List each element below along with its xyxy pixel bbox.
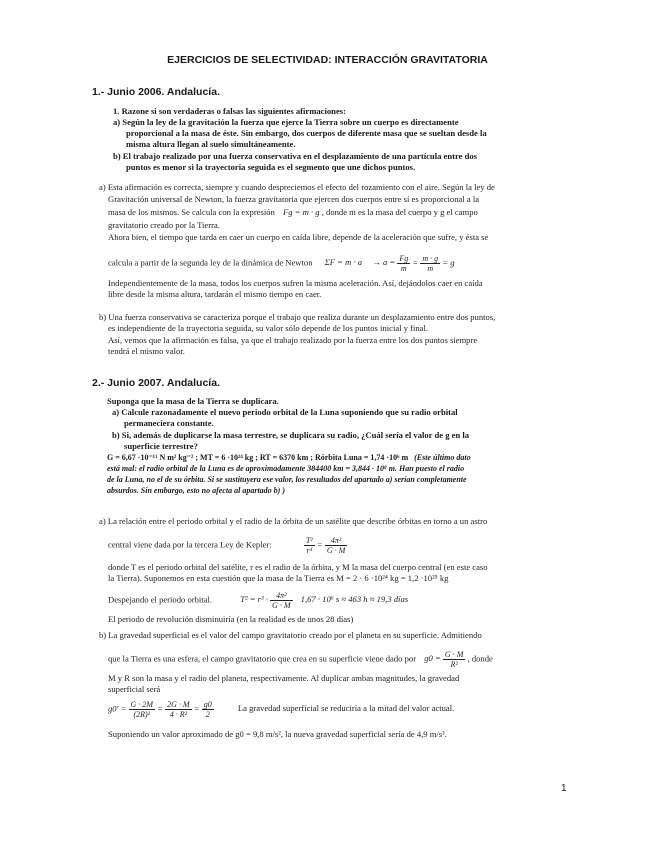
- acceleration-arrow: → a =: [372, 257, 396, 268]
- new-gravity-fraction-1: $\frac{G \cdot 2M}{\text{(2R)²}}$: [130, 700, 153, 719]
- acceleration-result: = g: [442, 257, 455, 268]
- s2-question-intro: Suponga que la masa de la Tierra se duplicara.: [107, 396, 279, 406]
- period-equation: T² = r³ ·: [240, 594, 268, 605]
- s1-question-a-line1: a) Según la ley de la gravitación la fuerza que ejerce la Tierra sobre un cuerpo es directamente: [113, 117, 459, 127]
- s1-answer-b-line4: tendrá el mismo valor.: [108, 346, 185, 356]
- s2-answer-b-line4: superficial será: [108, 684, 161, 694]
- kepler-rhs: $\frac{\text{4π²}}{G \cdot M}$: [326, 536, 346, 555]
- s2-note-line1: (Este último dato: [414, 453, 471, 462]
- new-gravity-fraction-3: $\frac{g0}{2}$: [203, 700, 212, 719]
- s1-answer-a-line3-text: masa de los mismos. Se calcula con la expresión: [108, 207, 275, 217]
- s2-answer-a-line1: a) La relación entre el periodo orbital y el radio de la órbita de un satélite que describe órbitas en torno a un astro: [99, 516, 488, 526]
- s2-answer-a-line5: [108, 591, 408, 610]
- page-number: 1: [561, 783, 567, 794]
- s1-question-b-line2: puntos es menor si la trayectoria seguida es el segmento que une dichos puntos.: [126, 162, 416, 172]
- s1-answer-a-line2: Gravitación universal de Newton, la fuerza gravitatoria que ejercen dos cuerpos entre sí es proporcional a la: [108, 194, 480, 204]
- surface-gravity-fraction: $\frac{G \cdot M}{\text{R²}}$: [444, 650, 464, 669]
- s2-answer-a-line2: [108, 536, 347, 555]
- s1-question-b-line1: b) El trabajo realizado por una fuerza conservativa en el desplazamiento de una partícula entre dos: [113, 151, 478, 161]
- s2-answer-b-line1: b) La gravedad superficial es el valor del campo gravitatorio creado por el planeta en su superficie. Admitiendo: [99, 630, 482, 640]
- s2-answer-a-line3: donde T es el periodo orbital del satélite, r es el radio de la órbita, y M la masa del cuerpo central (en este caso: [108, 562, 488, 572]
- s2-question-b-line1: b) Si, además de duplicarse la masa terrestre, se duplicara su radio, ¿Cuál sería el valor de g en la: [112, 430, 470, 440]
- s2-note-line3: de la Luna, no el de su órbita. Si se sustituyera ese valor, los resultados del apartado a) serían completamente: [107, 475, 467, 484]
- fraction-mg-over-m: $\frac{m \cdot g}{m}$: [422, 254, 439, 273]
- s1-question-intro: 1. Razone si son verdaderas o falsas las siguientes afirmaciones:: [113, 106, 346, 116]
- s2-question-b-line2: superficie terrestre?: [124, 441, 198, 451]
- s2-given-data: G = 6,67 ·10⁻¹¹ N m² kg⁻² ; MT = 6 ·10²⁴ kg ; RT = 6370 km ; Rórbita Luna = 1,74 ·10⁶ m: [107, 453, 409, 462]
- fraction-fg-over-m: $\frac{Fg}{m}$: [399, 254, 409, 273]
- s2-answer-b-line6: Suponiendo un valor aproximado de g0 = 9,8 m/s², la nueva gravedad superficial sería de 4,9 m/s².: [108, 729, 447, 739]
- s2-note-line4: absurdos. Sin embargo, esto no afecta al apartado b) ): [107, 486, 286, 495]
- s1-answer-a-line4: gravitatorio creado por la Tierra.: [108, 220, 220, 230]
- s1-question-a-line3: misma altura llegan al suelo simultáneamente.: [126, 139, 296, 149]
- period-result: 1,67 · 10⁶ s ≈ 463 h ≈ 19,3 días: [300, 594, 409, 605]
- s1-question-a-line2: proporcional a la masa de éste. Sin embargo, dos cuerpos de diferente masa que se sueltan desde la: [126, 128, 487, 138]
- s1-answer-a-line3: [108, 207, 478, 219]
- kepler-lhs: $\frac{\text{T²}}{\text{r³}}$: [305, 536, 313, 555]
- s1-answer-a-line8: libre desde la misma altura, tardarán el mismo tiempo en caer.: [108, 289, 322, 299]
- new-gravity-label: g0' =: [108, 703, 127, 714]
- period-fraction: $\frac{\text{4π²}}{G \cdot M}$: [272, 591, 291, 610]
- s1-answer-a-line7: Independientemente de la masa, todos los cuerpos sufren la misma aceleración. Así, dejándolos caer en caída: [108, 278, 483, 288]
- s2-note-line2: está mal: el radio orbital de la Luna es de aproximadamente 384400 km = 3,844 · 10⁸ m. Han puesto el radio: [107, 464, 465, 473]
- s1-answer-a-line5: Ahora bien, el tiempo que tarda en caer un cuerpo en caída libre, depende de la aceleración que sufre, y ésta se: [108, 232, 489, 242]
- s2-answer-b-line5: g0' = $\frac{G \cdot 2M}{\text{(2R)²}}$ = $\frac{2G \cdot M}{\text{4 · R²}}$ = $\frac{g0}{2}$ La gravedad superficial se reduciría a la mitad del valor actual.: [108, 700, 455, 719]
- s2-answer-b-line2-text: que la Tierra es una esfera, el campo gravitatorio que crea en su superficie viene dado por: [108, 653, 417, 664]
- s1-answer-b-line1: b) Una fuerza conservativa se caracteriza porque el trabajo que realiza durante un desplazamiento entre dos puntos,: [99, 312, 496, 322]
- s2-answer-b-line3: M y R son la masa y el radio del planeta, respectivamente. Al duplicar ambas magnitudes, la gravedad: [108, 673, 460, 683]
- s1-answer-b-line3: Así, vemos que la afirmación es falsa, ya que el trabajo realizado por la fuerza entre los dos puntos siempre: [108, 335, 478, 345]
- s1-answer-a-line1: a) Esta afirmación es correcta, siempre y cuando despreciemos el efecto del rozamiento con el aire. Según la ley de: [99, 182, 495, 192]
- s2-answer-b-line2-end: , donde: [467, 653, 493, 664]
- kepler-equals: =: [316, 539, 323, 550]
- s2-answer-a-line2-text: central viene dada por la tercera Ley de Kepler:: [108, 539, 272, 550]
- section-2-heading: 2.- Junio 2007. Andalucía.: [92, 377, 220, 389]
- s2-question-data: [107, 453, 471, 464]
- s1-answer-a-line6: calcula a partir de la segunda ley de la dinámica de Newton ΣF = m · a → a = $\frac{Fg}{m}$ = $\frac{m \cdot g}{m}$ = g: [108, 254, 455, 273]
- page-title: EJERCICIOS DE SELECTIVIDAD: INTERACCIÓN GRAVITATORIA: [167, 54, 488, 66]
- s2-answer-a-line4: la Tierra). Suponemos en esta cuestión que la masa de la Tierra es M = 2 · 6 ·10²⁴ kg = 1,2 ·10²⁵ kg: [108, 573, 449, 583]
- weight-formula: Fg = m · g: [282, 207, 320, 217]
- s2-answer-b-conclusion: La gravedad superficial se reduciría a la mitad del valor actual.: [237, 703, 455, 714]
- newton-second-law: ΣF = m · a: [324, 257, 363, 268]
- s1-answer-a-line6-text: calcula a partir de la segunda ley de la dinámica de Newton: [108, 257, 313, 268]
- s2-answer-a-line5-text: Despejando el periodo orbital.: [108, 594, 213, 605]
- new-gravity-fraction-2: $\frac{2G \cdot M}{\text{4 · R²}}$: [167, 700, 190, 719]
- surface-gravity-label: g0 =: [424, 653, 441, 664]
- s2-answer-a-line6: El periodo de revolución disminuiría (en la realidad es de unos 28 días): [108, 614, 354, 624]
- s2-question-a-line1: a) Calcule razonadamente el nuevo periodo orbital de la Luna suponiendo que su radio orbital: [112, 407, 458, 417]
- s2-answer-b-line2: [108, 650, 493, 669]
- s2-question-a-line2: permaneciera constante.: [124, 418, 214, 428]
- section-1-heading: 1.- Junio 2006. Andalucía.: [92, 86, 220, 98]
- s1-answer-a-line3-end: , donde m es la masa del cuerpo y g el campo: [321, 207, 478, 217]
- s1-answer-b-line2: es independiente de la trayectoria seguida, su valor sólo depende de los puntos inicial y final.: [108, 323, 429, 333]
